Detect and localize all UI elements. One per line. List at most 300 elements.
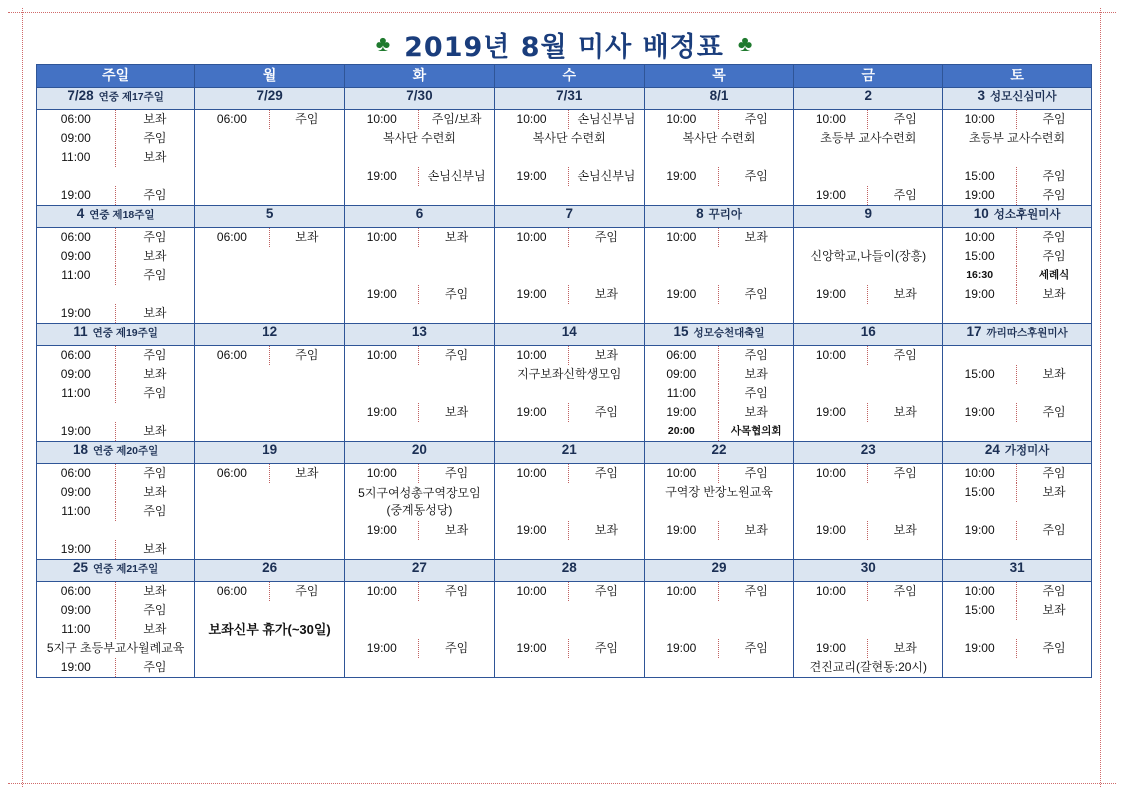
mass-slot[interactable] [943,110,1091,129]
mass-slot[interactable] [645,285,794,304]
mass-slot[interactable] [37,365,194,384]
empty-slot [943,620,1091,639]
mass-slot[interactable] [37,620,194,639]
weekday-header-row [37,65,1092,88]
day-cell[interactable] [644,582,794,678]
mass-time: 10:00 [495,228,569,247]
mass-time: 19:00 [943,285,1017,304]
mass-celebrant: 주임 [445,641,469,655]
mass-slot[interactable] [645,422,794,441]
mass-time: 06:00 [37,110,116,129]
mass-time: 19:00 [645,403,719,422]
empty-slot [345,304,494,323]
mass-time: 09:00 [37,247,116,266]
mass-celebrant: 보좌 [143,306,167,320]
day-number: 18 [72,442,88,457]
mass-slot[interactable] [495,464,644,483]
mass-time: 15:00 [943,483,1017,502]
empty-slot [195,129,344,148]
weekday-header-thu: 목 [644,65,794,88]
mass-slot[interactable] [37,346,194,365]
empty-slot [195,148,344,167]
mass-slot[interactable] [37,422,194,441]
day-cell[interactable] [37,582,195,678]
mass-slot[interactable] [37,148,194,167]
empty-slot [794,148,942,167]
empty-slot [794,540,942,559]
mass-time: 09:00 [37,601,116,620]
mass-celebrant: 보좌 [893,287,917,301]
mass-slot[interactable] [794,403,942,422]
day-number: 26 [262,560,278,575]
day-cell[interactable] [794,228,943,324]
day-number: 6 [415,206,424,221]
mass-time: 10:00 [345,110,419,129]
mass-time: 10:00 [495,582,569,601]
mass-time: 10:00 [645,464,719,483]
day-number: 17 [966,324,982,339]
mass-slot[interactable] [495,403,644,422]
mass-slot[interactable] [37,540,194,559]
mass-slot[interactable] [943,521,1091,540]
day-number-cell [37,206,195,228]
mass-celebrant: 손님신부님 [577,169,636,183]
empty-slot [645,601,794,620]
mass-slot[interactable] [345,464,494,483]
mass-slot[interactable] [195,346,344,365]
weekday-header-sun: 주일 [37,65,195,88]
empty-slot [345,384,494,403]
day-cell[interactable] [943,464,1092,560]
mass-time: 15:00 [943,365,1017,384]
day-number-cell [195,560,345,582]
day-entries [645,228,794,323]
empty-slot [495,148,644,167]
mass-slot[interactable] [794,464,942,483]
mass-slot[interactable] [943,464,1091,483]
mass-celebrant: 보좌 [295,466,319,480]
empty-slot [195,384,344,403]
empty-slot [495,186,644,205]
day-cell[interactable] [195,110,345,206]
day-number-cell [195,324,345,346]
mass-celebrant: 보좌 [1042,603,1066,617]
mass-celebrant: 주임 [1042,169,1066,183]
mass-slot[interactable] [195,464,344,483]
day-cell[interactable] [37,464,195,560]
day-cell[interactable] [195,582,345,678]
mass-time: 10:00 [645,582,719,601]
mass-slot[interactable] [345,582,494,601]
mass-celebrant: 주임 [143,660,167,674]
event-note: 견진교리(갈현동:20시) [809,660,928,674]
mass-slot[interactable] [645,639,794,658]
empty-slot [794,304,942,323]
day-cell[interactable] [644,346,794,442]
day-number: 28 [561,560,577,575]
day-feast-label: 성소후원미사 [993,209,1061,221]
mass-celebrant: 주임 [744,386,768,400]
mass-celebrant: 주임 [295,112,319,126]
mass-time: 19:00 [794,639,868,658]
mass-celebrant: 보좌 [445,523,469,537]
mass-time: 10:00 [645,110,719,129]
mass-slot[interactable] [645,582,794,601]
mass-slot[interactable] [943,266,1091,285]
empty-slot [195,186,344,205]
day-cell[interactable] [494,110,644,206]
mass-time: 20:00 [645,422,719,441]
mass-slot[interactable] [37,304,194,323]
day-cell[interactable] [794,464,943,560]
day-number-cell [943,442,1092,464]
mass-slot[interactable] [645,365,794,384]
mass-time: 19:00 [794,403,868,422]
day-cell[interactable] [644,228,794,324]
day-number: 3 [977,88,986,103]
empty-slot [195,285,344,304]
mass-slot[interactable] [794,639,942,658]
mass-slot[interactable] [943,228,1091,247]
day-number: 7/29 [256,88,283,103]
day-cell[interactable] [195,346,345,442]
day-entries [37,464,194,559]
day-number: 19 [262,442,278,457]
mass-slot[interactable] [943,639,1091,658]
empty-slot [195,266,344,285]
mass-celebrant: 사목협의회 [730,425,782,437]
day-cell[interactable] [494,464,644,560]
mass-slot[interactable] [794,346,942,365]
day-cell[interactable] [494,582,644,678]
mass-time: 11:00 [645,384,719,403]
day-cell[interactable] [644,110,794,206]
empty-slot [195,502,344,521]
page-title [36,24,1092,64]
day-cell[interactable] [37,110,195,206]
day-cell[interactable] [794,346,943,442]
mass-slot[interactable] [495,285,644,304]
empty-slot [195,658,344,677]
mass-slot[interactable] [943,483,1091,502]
mass-time: 19:00 [345,639,419,658]
day-entries [195,110,344,205]
vacation-note: 보좌신부 휴가 (~30일) [208,621,331,637]
day-cell[interactable] [644,464,794,560]
mass-slot[interactable] [195,582,344,601]
day-entries [345,228,494,323]
mass-time: 19:00 [495,403,569,422]
mass-celebrant: 세례식 [1038,269,1070,281]
day-entries [943,582,1091,677]
mass-slot[interactable] [345,521,494,540]
day-number-cell [494,88,644,110]
mass-slot[interactable] [794,521,942,540]
mass-slot[interactable] [37,582,194,601]
day-number-cell [644,88,794,110]
mass-celebrant: 주임 [893,188,917,202]
day-feast-label: 연중 제17주일 [98,91,164,103]
empty-slot [645,186,794,205]
empty-slot [943,540,1091,559]
mass-time: 10:00 [943,464,1017,483]
mass-celebrant: 보좌 [445,405,469,419]
day-number: 9 [864,206,873,221]
day-entries [495,464,644,559]
empty-slot [37,403,194,422]
day-cell[interactable] [943,110,1092,206]
mass-slot[interactable] [645,521,794,540]
mass-celebrant: 보좌 [143,112,167,126]
mass-time: 10:00 [345,346,419,365]
mass-time: 15:00 [943,167,1017,186]
day-entries [37,346,194,441]
mass-slot[interactable] [37,483,194,502]
day-entries [345,110,494,205]
mass-time: 19:00 [943,521,1017,540]
empty-slot [645,148,794,167]
day-cell[interactable] [943,228,1092,324]
day-cell[interactable] [794,110,943,206]
mass-slot[interactable] [943,167,1091,186]
mass-slot[interactable] [645,167,794,186]
weekday-header-wed: 수 [494,65,644,88]
mass-celebrant: 보좌 [1042,485,1066,499]
day-number: 7/31 [556,88,583,103]
mass-slot[interactable] [37,110,194,129]
day-number: 22 [711,442,727,457]
day-number-cell [37,560,195,582]
mass-slot[interactable] [37,129,194,148]
clover-icon-right: ♣ [737,31,753,56]
day-number: 31 [1009,560,1025,575]
mass-slot[interactable] [37,384,194,403]
day-number: 13 [411,324,427,339]
mass-celebrant: 주임 [1042,466,1066,480]
empty-slot [345,148,494,167]
mass-celebrant: 손님신부님 [577,112,636,126]
mass-slot[interactable] [345,167,494,186]
mass-celebrant: 주임 [143,131,167,145]
empty-slot [195,521,344,540]
empty-slot [345,365,494,384]
mass-slot[interactable] [943,601,1091,620]
mass-slot[interactable] [943,186,1091,205]
day-feast-label: 꾸리아 [708,209,742,221]
day-number-cell [943,206,1092,228]
empty-slot [345,658,494,677]
empty-slot [645,304,794,323]
mass-slot[interactable] [645,228,794,247]
mass-celebrant: 주임 [744,112,768,126]
mass-slot[interactable] [943,365,1091,384]
mass-celebrant: 보좌 [744,405,768,419]
event-note: 초등부 교사수련회 [820,131,917,145]
day-number-cell [195,206,345,228]
empty-slot [345,601,494,620]
day-cell[interactable] [943,346,1092,442]
mass-slot[interactable] [943,582,1091,601]
day-number: 15 [673,324,689,339]
mass-celebrant: 보좌 [143,485,167,499]
day-cell[interactable] [794,582,943,678]
mass-slot[interactable] [495,110,644,129]
mass-time: 19:00 [37,540,116,559]
mass-slot[interactable] [794,285,942,304]
day-number-cell [644,442,794,464]
mass-slot[interactable] [943,247,1091,266]
mass-slot[interactable] [943,403,1091,422]
mass-celebrant: 보좌 [594,287,619,301]
mass-slot[interactable] [345,346,494,365]
margin-guide-top [8,12,1116,13]
mass-time: 19:00 [794,186,868,205]
mass-slot[interactable] [345,639,494,658]
empty-slot [345,620,494,639]
mass-slot[interactable] [195,228,344,247]
empty-slot [645,540,794,559]
mass-celebrant: 주임 [594,466,619,480]
day-cell[interactable] [345,228,495,324]
day-number: 25 [72,560,88,575]
empty-slot [495,658,644,677]
mass-slot[interactable] [345,110,494,129]
empty-slot [195,483,344,502]
mass-slot[interactable] [345,403,494,422]
mass-slot[interactable] [37,266,194,285]
day-entries [345,582,494,677]
day-cell[interactable] [37,228,195,324]
mass-time: 11:00 [37,502,116,521]
day-cell[interactable] [195,228,345,324]
mass-slot[interactable] [645,110,794,129]
mass-slot[interactable] [794,186,942,205]
mass-time: 19:00 [345,521,419,540]
empty-slot [495,483,644,502]
mass-slot[interactable] [495,582,644,601]
mass-slot[interactable] [495,167,644,186]
mass-slot[interactable] [495,346,644,365]
day-cell[interactable] [345,582,495,678]
mass-celebrant: 주임 [295,584,319,598]
mass-celebrant: 보좌 [1042,367,1066,381]
day-cell[interactable] [345,464,495,560]
day-entries [794,346,942,441]
weekday-header-sat: 토 [943,65,1092,88]
margin-guide-bottom [8,783,1116,784]
day-entries [37,110,194,205]
mass-celebrant: 보좌 [893,641,917,655]
mass-time: 19:00 [794,521,868,540]
mass-slot[interactable] [37,601,194,620]
mass-celebrant: 보좌 [744,367,768,381]
mass-slot[interactable] [495,639,644,658]
mass-slot[interactable] [195,110,344,129]
mass-slot[interactable] [37,502,194,521]
empty-slot [495,266,644,285]
margin-guide-right [1100,8,1101,787]
day-number-cell [943,88,1092,110]
day-feast-label: 가정미사 [1004,445,1050,457]
day-cell[interactable] [195,464,345,560]
day-entries [645,582,794,677]
mass-slot[interactable] [37,228,194,247]
mass-celebrant: 주임 [893,348,917,362]
day-feast-label: 성모신심미사 [990,91,1057,103]
day-number: 10 [973,206,989,221]
mass-celebrant: 주임 [744,169,768,183]
day-cell[interactable] [943,582,1092,678]
clover-icon-left: ♣ [375,31,391,56]
empty-slot [794,167,942,186]
weekday-header-mon: 월 [195,65,345,88]
mass-slot[interactable] [794,582,942,601]
mass-celebrant: 보좌 [143,150,167,164]
empty-slot [794,266,942,285]
mass-celebrant: 주임 [445,584,469,598]
mass-slot[interactable] [943,285,1091,304]
mass-slot[interactable] [495,521,644,540]
mass-celebrant: 주임 [594,584,619,598]
margin-guide-left [22,8,23,787]
mass-slot[interactable] [37,186,194,205]
day-cell[interactable] [494,228,644,324]
empty-slot [794,483,942,502]
mass-slot[interactable] [37,247,194,266]
mass-time: 19:00 [794,285,868,304]
mass-slot[interactable] [645,403,794,422]
mass-slot[interactable] [345,228,494,247]
mass-time: 19:00 [495,521,569,540]
mass-celebrant: 보좌 [893,523,917,537]
empty-slot [345,247,494,266]
mass-time: 09:00 [37,365,116,384]
day-cell[interactable] [345,110,495,206]
day-number: 27 [411,560,427,575]
mass-slot[interactable] [345,285,494,304]
day-entries [794,582,942,677]
mass-slot[interactable] [37,658,194,677]
day-cell[interactable] [37,346,195,442]
mass-slot[interactable] [645,346,794,365]
day-cell[interactable] [494,346,644,442]
mass-celebrant: 주임 [594,230,619,244]
mass-slot[interactable] [645,384,794,403]
day-number: 2 [864,88,873,103]
mass-celebrant: 주임 [594,641,619,655]
empty-slot [794,601,942,620]
mass-time: 10:00 [345,582,419,601]
event-note: 복사단 수련회 [682,131,756,145]
day-number-cell [494,206,644,228]
day-entries [495,228,644,323]
mass-time: 10:00 [645,228,719,247]
day-number-cell [943,560,1092,582]
mass-celebrant: 주임 [1042,641,1066,655]
empty-slot [645,658,794,677]
mass-time: 09:00 [645,365,719,384]
mass-celebrant: 주임 [1042,112,1066,126]
mass-time: 19:00 [495,167,569,186]
day-entries [37,228,194,323]
mass-slot[interactable] [645,464,794,483]
empty-slot [195,540,344,559]
mass-slot[interactable] [495,228,644,247]
day-cell[interactable] [345,346,495,442]
mass-celebrant: 주임 [445,348,469,362]
mass-slot[interactable] [37,464,194,483]
mass-slot[interactable] [794,110,942,129]
